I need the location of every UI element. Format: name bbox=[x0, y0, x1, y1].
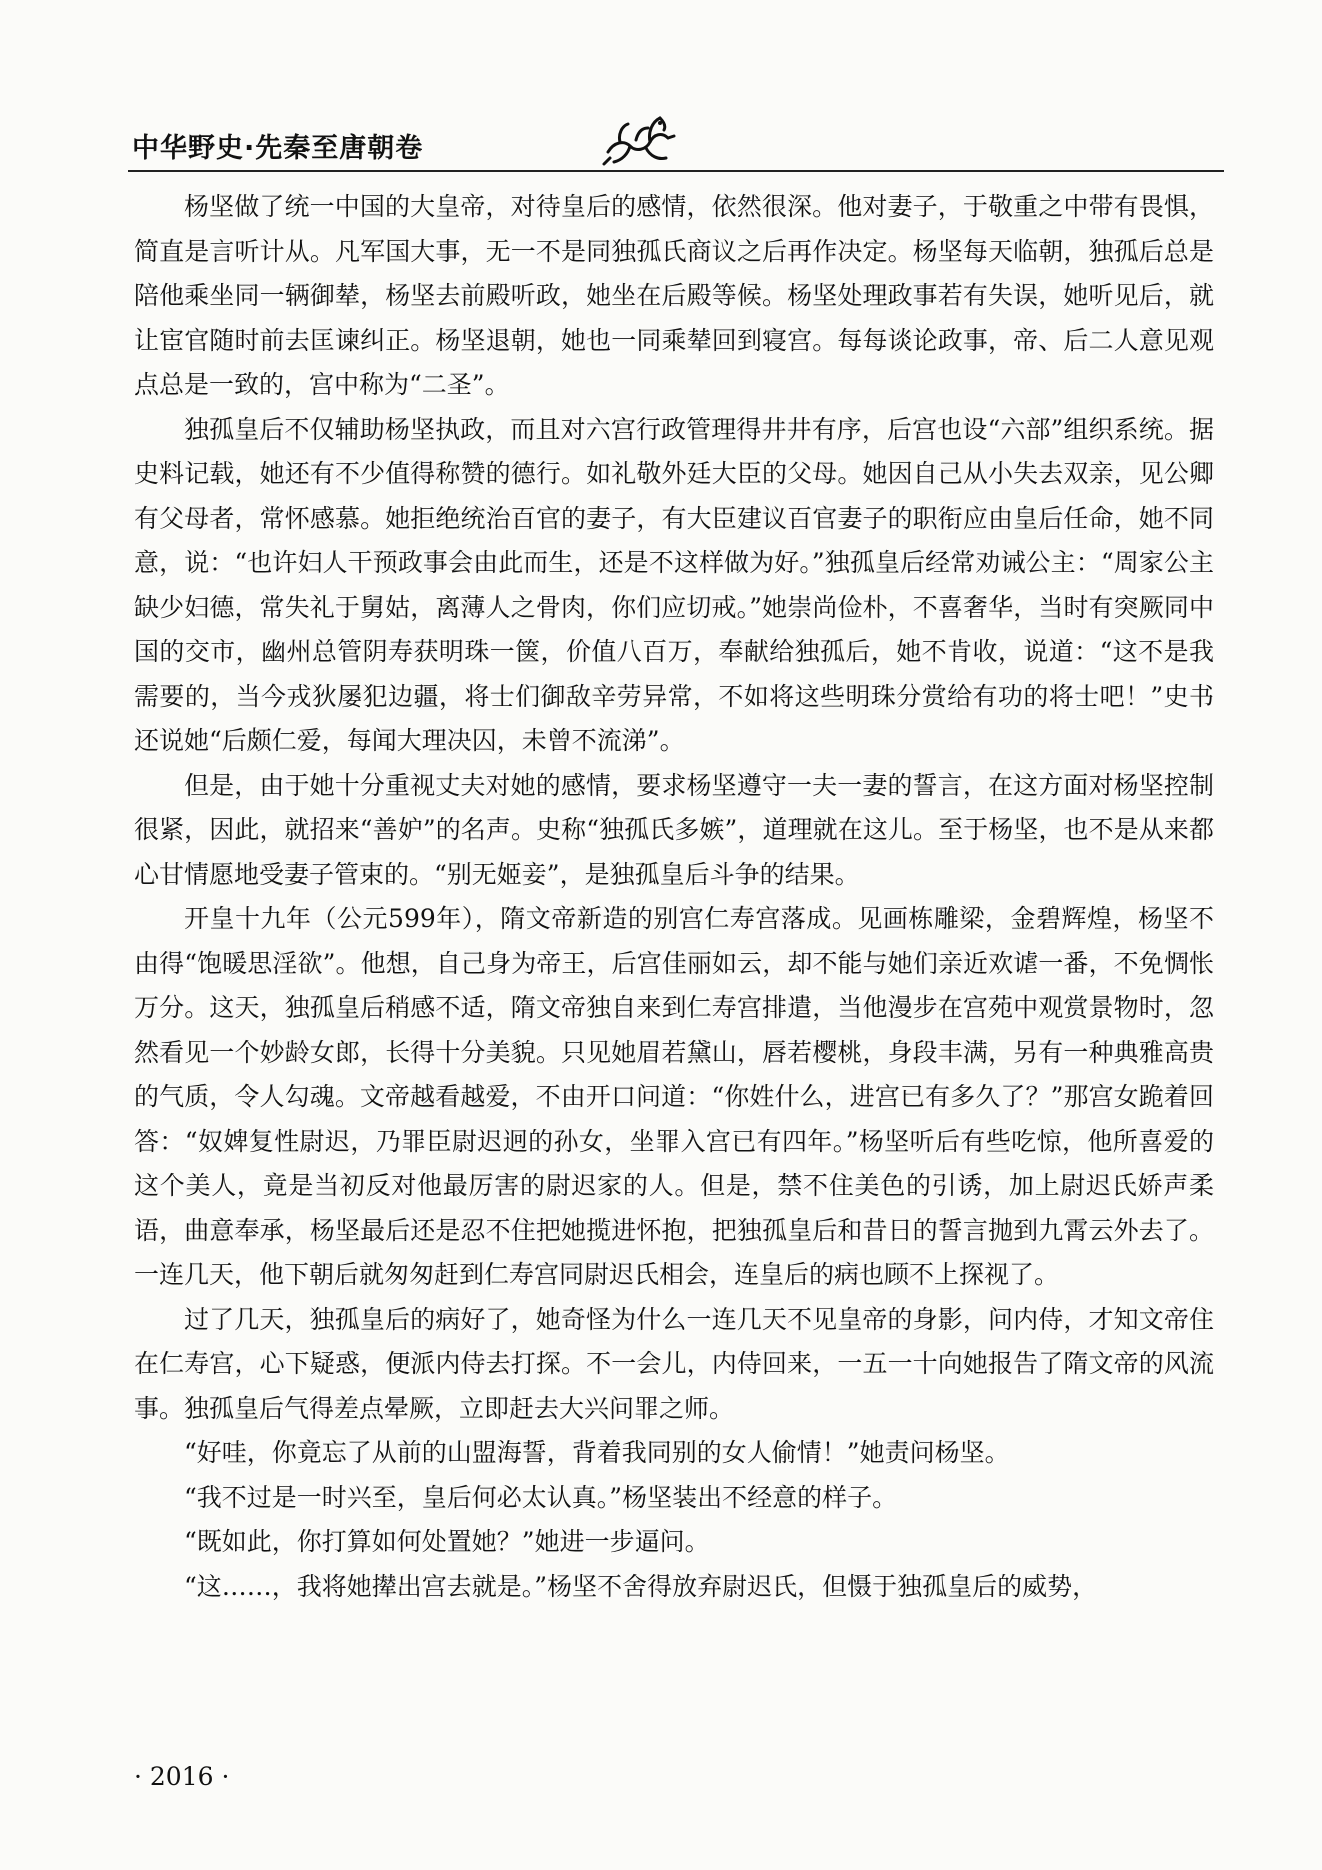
paragraph: 但是，由于她十分重视丈夫对她的感情，要求杨坚遵守一夫一妻的誓言，在这方面对杨坚控制很紧，因此，就招来“善妒”的名声。史称“独孤氏多嫉”，道理就在这儿。至于杨坚，也不是从来都心甘情愿地受妻子管束的。“别无姬妾”，是独孤皇后斗争的结果。 bbox=[134, 770, 1214, 889]
paragraph: “既如此，你打算如何处置她？”她进一步逼问。 bbox=[184, 1527, 710, 1556]
header-rule bbox=[128, 170, 1224, 172]
book-title: 中华野史·先秦至唐朝卷 bbox=[132, 133, 424, 164]
body-text bbox=[134, 185, 1214, 1609]
page-number: · 2016 · bbox=[134, 1762, 230, 1791]
paragraph: 独孤皇后不仅辅助杨坚执政，而且对六宫行政管理得井井有序，后宫也设“六部”组织系统。据史料记载，她还有不少值得称赞的德行。如礼敬外廷大臣的父母。她因自己从小失去双亲，见公卿有父母者，常怀感慕。她拒绝统治百官的妻子，有大臣建议百官妻子的职衔应由皇后任命，她不同意，说：“也许妇人干预政事会由此而生，还是不这样做为好。”独孤皇后经常劝诫公主：“周家公主缺少妇德，常失礼于舅姑，离薄人之骨肉，你们应切戒。”她崇尚俭朴，不喜奢华，当时有突厥同中国的交市，幽州总管阴寿获明珠一箧，价值八百万，奉献给独孤后，她不肯收，说道：“这不是我需要的，当今戎狄屡犯边疆，将士们御敌辛劳异常，不如将这些明珠分赏给有功的将士吧！”史书还说她“后颇仁爱，每闻大理决囚，未曾不流涕”。 bbox=[134, 414, 1214, 755]
paragraph: “这……，我将她撵出宫去就是。”杨坚不舍得放弃尉迟氏，但慑于独孤皇后的威势， bbox=[184, 1571, 1098, 1601]
paragraph: “好哇，你竟忘了从前的山盟海誓，背着我同别的女人偷情！”她责问杨坚。 bbox=[184, 1438, 1010, 1467]
paragraph: 开皇十九年（公元599年），隋文帝新造的别宫仁寿宫落成。见画栋雕梁，金碧辉煌，杨坚不由得“饱暖思淫欲”。他想，自己身为帝王，后宫佳丽如云，却不能与她们亲近欢谑一番，不免惆怅万分。这天，独孤皇后稍感不适，隋文帝独自来到仁寿宫排遣，当他漫步在宫苑中观赏景物时，忽然看见一个妙龄女郎，长得十分美貌。只见她眉若黛山，唇若樱桃，身段丰满，另有一种典雅高贵的气质，令人勾魂。文帝越看越爱，不由开口问道：“你姓什么，进宫已有多久了？”那宫女跪着回答：“奴婢复性尉迟，乃罪臣尉迟迥的孙女，坐罪入宫已有四年。”杨坚听后有些吃惊，他所喜爱的这个美人，竟是当初反对他最厉害的尉迟家的人。但是，禁不住美色的引诱，加上尉迟氏娇声柔语，曲意奉承，杨坚最后还是忍不住把她揽进怀抱，把独孤皇后和昔日的誓言抛到九霄云外去了。一连几天，他下朝后就匆匆赶到仁寿宫同尉迟氏相会，连皇后的病也顾不上探视了。 bbox=[134, 904, 1214, 1289]
dragon-logo-icon bbox=[600, 112, 676, 170]
paragraph: 杨坚做了统一中国的大皇帝，对待皇后的感情，依然很深。他对妻子，于敬重之中带有畏惧，简直是言听计从。凡军国大事，无一不是同独孤氏商议之后再作决定。杨坚每天临朝，独孤后总是陪他乘坐同一辆御辇，杨坚去前殿听政，她坐在后殿等候。杨坚处理政事若有失误，她听见后，就让宦官随时前去匡谏纠正。杨坚退朝，她也一同乘辇回到寝宫。每每谈论政事，帝、后二人意见观点总是一致的，宫中称为“二圣”。 bbox=[134, 192, 1214, 399]
paragraph: 过了几天，独孤皇后的病好了，她奇怪为什么一连几天不见皇帝的身影，问内侍，才知文帝住在仁寿宫，心下疑惑，便派内侍去打探。不一会儿，内侍回来，一五一十向她报告了隋文帝的风流事。独孤皇后气得差点晕厥，立即赶去大兴问罪之师。 bbox=[134, 1304, 1214, 1423]
paragraph: “我不过是一时兴至，皇后何必太认真。”杨坚装出不经意的样子。 bbox=[184, 1482, 898, 1512]
running-header bbox=[128, 112, 1224, 172]
